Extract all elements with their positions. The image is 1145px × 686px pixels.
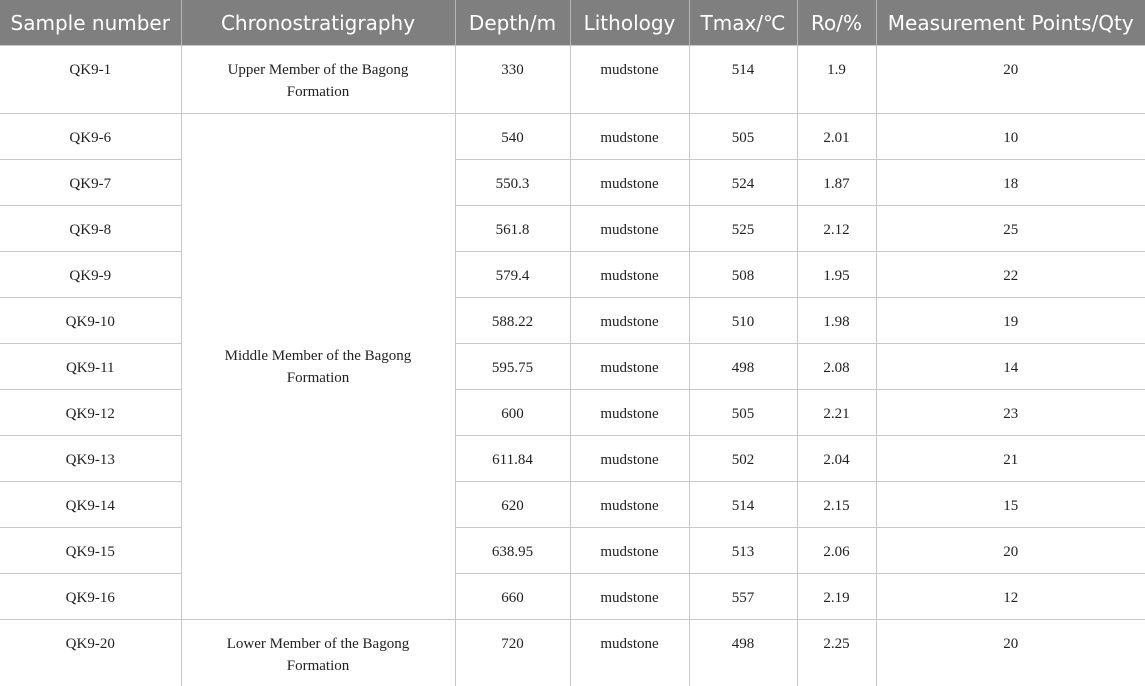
stratum-cell-middle: Middle Member of the Bagong Formation bbox=[181, 114, 455, 620]
tmax-cell: 557 bbox=[689, 574, 797, 620]
sample-cell: QK9-10 bbox=[0, 298, 181, 344]
table-row bbox=[0, 114, 1145, 160]
sample-cell: QK9-7 bbox=[0, 160, 181, 206]
ro-cell: 2.12 bbox=[797, 206, 876, 252]
tmax-cell: 524 bbox=[689, 160, 797, 206]
sample-cell: QK9-9 bbox=[0, 252, 181, 298]
lithology-cell: mudstone bbox=[570, 528, 689, 574]
lithology-cell: mudstone bbox=[570, 46, 689, 114]
table-row bbox=[0, 390, 1145, 436]
sample-cell: QK9-8 bbox=[0, 206, 181, 252]
depth-cell: 550.3 bbox=[455, 160, 570, 206]
tmax-cell: 498 bbox=[689, 620, 797, 686]
lithology-cell: mudstone bbox=[570, 160, 689, 206]
sample-cell: QK9-1 bbox=[0, 46, 181, 114]
depth-cell: 600 bbox=[455, 390, 570, 436]
ro-cell: 2.15 bbox=[797, 482, 876, 528]
points-cell: 20 bbox=[876, 46, 1145, 114]
points-cell: 25 bbox=[876, 206, 1145, 252]
ro-cell: 2.08 bbox=[797, 344, 876, 390]
table-row bbox=[0, 160, 1145, 206]
lithology-cell: mudstone bbox=[570, 620, 689, 686]
ro-cell: 1.9 bbox=[797, 46, 876, 114]
points-cell: 20 bbox=[876, 528, 1145, 574]
tmax-cell: 513 bbox=[689, 528, 797, 574]
ro-cell: 2.01 bbox=[797, 114, 876, 160]
table-row bbox=[0, 252, 1145, 298]
lithology-cell: mudstone bbox=[570, 206, 689, 252]
lithology-cell: mudstone bbox=[570, 298, 689, 344]
table-row bbox=[0, 528, 1145, 574]
sample-cell: QK9-16 bbox=[0, 574, 181, 620]
tmax-cell: 510 bbox=[689, 298, 797, 344]
stratum-cell-upper: Upper Member of the Bagong Formation bbox=[181, 46, 455, 114]
table-row bbox=[0, 620, 1145, 686]
points-cell: 19 bbox=[876, 298, 1145, 344]
ro-cell: 2.21 bbox=[797, 390, 876, 436]
depth-cell: 620 bbox=[455, 482, 570, 528]
points-cell: 20 bbox=[876, 620, 1145, 686]
header-chronostratigraphy: Chronostratigraphy bbox=[181, 0, 455, 46]
table-row bbox=[0, 344, 1145, 390]
points-cell: 21 bbox=[876, 436, 1145, 482]
tmax-cell: 502 bbox=[689, 436, 797, 482]
table-row bbox=[0, 298, 1145, 344]
points-cell: 12 bbox=[876, 574, 1145, 620]
table-row bbox=[0, 206, 1145, 252]
table-row bbox=[0, 46, 1145, 114]
sample-cell: QK9-11 bbox=[0, 344, 181, 390]
table-row bbox=[0, 574, 1145, 620]
depth-cell: 638.95 bbox=[455, 528, 570, 574]
table-row bbox=[0, 482, 1145, 528]
sample-cell: QK9-20 bbox=[0, 620, 181, 686]
tmax-cell: 505 bbox=[689, 390, 797, 436]
depth-cell: 720 bbox=[455, 620, 570, 686]
depth-cell: 561.8 bbox=[455, 206, 570, 252]
points-cell: 18 bbox=[876, 160, 1145, 206]
points-cell: 10 bbox=[876, 114, 1145, 160]
points-cell: 14 bbox=[876, 344, 1145, 390]
lithology-cell: mudstone bbox=[570, 252, 689, 298]
tmax-cell: 508 bbox=[689, 252, 797, 298]
depth-cell: 660 bbox=[455, 574, 570, 620]
lithology-cell: mudstone bbox=[570, 390, 689, 436]
ro-cell: 2.06 bbox=[797, 528, 876, 574]
lithology-cell: mudstone bbox=[570, 344, 689, 390]
lithology-cell: mudstone bbox=[570, 436, 689, 482]
ro-cell: 1.95 bbox=[797, 252, 876, 298]
ro-cell: 1.87 bbox=[797, 160, 876, 206]
lithology-cell: mudstone bbox=[570, 574, 689, 620]
depth-cell: 588.22 bbox=[455, 298, 570, 344]
table-row bbox=[0, 436, 1145, 482]
sample-cell: QK9-14 bbox=[0, 482, 181, 528]
sample-cell: QK9-15 bbox=[0, 528, 181, 574]
points-cell: 15 bbox=[876, 482, 1145, 528]
tmax-cell: 525 bbox=[689, 206, 797, 252]
tmax-cell: 498 bbox=[689, 344, 797, 390]
depth-cell: 611.84 bbox=[455, 436, 570, 482]
tmax-cell: 514 bbox=[689, 46, 797, 114]
header-tmax: Tmax/℃ bbox=[689, 0, 797, 46]
ro-cell: 2.25 bbox=[797, 620, 876, 686]
depth-cell: 540 bbox=[455, 114, 570, 160]
header-ro: Ro/% bbox=[797, 0, 876, 46]
tmax-cell: 505 bbox=[689, 114, 797, 160]
depth-cell: 330 bbox=[455, 46, 570, 114]
header-measurement-points: Measurement Points/Qty bbox=[876, 0, 1145, 46]
points-cell: 22 bbox=[876, 252, 1145, 298]
header-row bbox=[0, 0, 1145, 46]
header-sample-number: Sample number bbox=[0, 0, 181, 46]
sample-cell: QK9-12 bbox=[0, 390, 181, 436]
sample-cell: QK9-6 bbox=[0, 114, 181, 160]
points-cell: 23 bbox=[876, 390, 1145, 436]
header-depth: Depth/m bbox=[455, 0, 570, 46]
header-lithology: Lithology bbox=[570, 0, 689, 46]
ro-cell: 2.04 bbox=[797, 436, 876, 482]
lithology-cell: mudstone bbox=[570, 482, 689, 528]
sample-cell: QK9-13 bbox=[0, 436, 181, 482]
lithology-cell: mudstone bbox=[570, 114, 689, 160]
ro-cell: 1.98 bbox=[797, 298, 876, 344]
ro-cell: 2.19 bbox=[797, 574, 876, 620]
tmax-cell: 514 bbox=[689, 482, 797, 528]
stratum-cell-lower: Lower Member of the Bagong Formation bbox=[181, 620, 455, 686]
depth-cell: 579.4 bbox=[455, 252, 570, 298]
depth-cell: 595.75 bbox=[455, 344, 570, 390]
